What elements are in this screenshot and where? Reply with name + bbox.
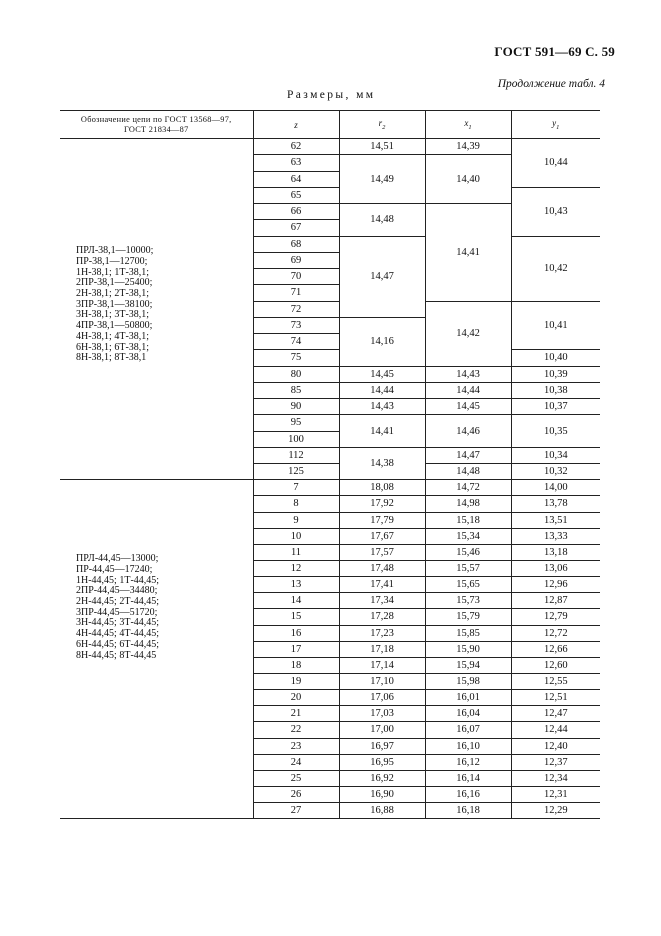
r2-cell: 17,92 (339, 496, 425, 512)
z-cell: 85 (253, 382, 339, 398)
z-cell: 10 (253, 528, 339, 544)
x1-cell: 14,47 (425, 447, 511, 463)
z-cell: 21 (253, 706, 339, 722)
z-cell: 72 (253, 301, 339, 317)
y1-cell: 13,51 (511, 512, 600, 528)
x1-cell: 14,40 (425, 155, 511, 204)
r2-cell: 16,92 (339, 770, 425, 786)
y1-cell: 12,87 (511, 593, 600, 609)
r2-cell: 17,10 (339, 673, 425, 689)
r2-cell: 16,95 (339, 754, 425, 770)
z-cell: 15 (253, 609, 339, 625)
x1-symbol: x (464, 118, 469, 129)
x1-cell: 14,42 (425, 301, 511, 366)
column-header-y1 (511, 111, 600, 139)
x1-cell: 15,98 (425, 673, 511, 689)
y1-cell: 12,79 (511, 609, 600, 625)
r2-cell: 16,97 (339, 738, 425, 754)
r2-cell: 17,79 (339, 512, 425, 528)
r2-cell: 16,90 (339, 786, 425, 802)
y1-cell: 12,72 (511, 625, 600, 641)
x1-cell: 16,12 (425, 754, 511, 770)
y1-cell: 10,34 (511, 447, 600, 463)
z-cell: 80 (253, 366, 339, 382)
chain-dimensions-table (60, 110, 600, 819)
y1-cell: 12,44 (511, 722, 600, 738)
x1-cell: 16,04 (425, 706, 511, 722)
x1-cell: 14,41 (425, 204, 511, 302)
y1-cell: 13,06 (511, 560, 600, 576)
designation-group-38-1 (60, 139, 253, 480)
z-cell: 90 (253, 399, 339, 415)
designation-line: 2Н-44,45; 2Т-44,45; (76, 596, 160, 608)
r2-cell: 17,23 (339, 625, 425, 641)
r2-cell: 14,41 (339, 415, 425, 448)
z-cell: 27 (253, 803, 339, 819)
x1-cell: 14,46 (425, 415, 511, 448)
r2-cell: 14,49 (339, 155, 425, 204)
y1-cell: 13,78 (511, 496, 600, 512)
column-header-x1 (425, 111, 511, 139)
y1-cell: 12,47 (511, 706, 600, 722)
x1-cell: 15,85 (425, 625, 511, 641)
designation-line: ПРЛ-38,1—10000; (76, 245, 154, 257)
z-cell: 25 (253, 770, 339, 786)
x1-cell: 14,43 (425, 366, 511, 382)
designation-line: 1Н-44,45; 1Т-44,45; (76, 574, 160, 586)
y1-cell: 12,96 (511, 577, 600, 593)
z-cell: 20 (253, 690, 339, 706)
r2-cell: 18,08 (339, 480, 425, 496)
x1-cell: 15,18 (425, 512, 511, 528)
designation-line: 1Н-38,1; 1Т-38,1; (76, 266, 150, 278)
y1-cell: 12,37 (511, 754, 600, 770)
y1-cell: 10,35 (511, 415, 600, 448)
z-cell: 17 (253, 641, 339, 657)
y1-cell: 10,40 (511, 350, 600, 366)
x1-cell: 16,07 (425, 722, 511, 738)
x1-cell: 14,72 (425, 480, 511, 496)
designation-line: ПРЛ-44,45—13000; (76, 553, 159, 565)
y1-cell: 10,38 (511, 382, 600, 398)
r2-cell: 14,43 (339, 399, 425, 415)
x1-cell: 14,48 (425, 464, 511, 480)
table-header-row (60, 111, 600, 139)
x1-cell: 15,94 (425, 657, 511, 673)
z-cell: 71 (253, 285, 339, 301)
y1-cell: 10,39 (511, 366, 600, 382)
x1-cell: 16,01 (425, 690, 511, 706)
x1-cell: 14,39 (425, 139, 511, 155)
designation-line: 2ПР-38,1—25400; (76, 277, 153, 289)
r2-cell: 17,28 (339, 609, 425, 625)
x1-cell: 14,45 (425, 399, 511, 415)
x1-cell: 14,44 (425, 382, 511, 398)
z-cell: 70 (253, 269, 339, 285)
table-caption: Размеры, мм (287, 89, 376, 101)
z-cell: 18 (253, 657, 339, 673)
x1-cell: 15,46 (425, 544, 511, 560)
x1-cell: 16,18 (425, 803, 511, 819)
designation-line: 4Н-38,1; 4Т-38,1; (76, 330, 150, 342)
y1-cell: 12,60 (511, 657, 600, 673)
designation-line: 3Н-44,45; 3Т-44,45; (76, 617, 160, 629)
r2-cell: 17,00 (339, 722, 425, 738)
group-44-45-body (60, 480, 600, 819)
z-cell: 16 (253, 625, 339, 641)
z-cell: 62 (253, 139, 339, 155)
y1-cell: 12,55 (511, 673, 600, 689)
z-cell: 64 (253, 171, 339, 187)
x1-cell: 15,57 (425, 560, 511, 576)
designation-line: 6Н-38,1; 6Т-38,1; (76, 341, 150, 353)
designation-header-line-1: Обозначение цепи по ГОСТ 13568—97, (80, 114, 232, 124)
z-cell: 23 (253, 738, 339, 754)
y1-cell: 12,40 (511, 738, 600, 754)
designation-line: 8Н-44,45; 8Т-44,45 (76, 649, 157, 661)
z-cell: 12 (253, 560, 339, 576)
r2-cell: 14,47 (339, 236, 425, 317)
z-cell: 11 (253, 544, 339, 560)
r2-cell: 17,48 (339, 560, 425, 576)
y1-cell: 10,43 (511, 187, 600, 236)
z-cell: 14 (253, 593, 339, 609)
x1-subscript: 1 (468, 123, 472, 131)
z-cell: 63 (253, 155, 339, 171)
r2-cell: 17,03 (339, 706, 425, 722)
z-cell: 112 (253, 447, 339, 463)
page-header: ГОСТ 591—69 С. 59 (494, 44, 615, 59)
z-cell: 125 (253, 464, 339, 480)
x1-cell: 15,73 (425, 593, 511, 609)
z-cell: 67 (253, 220, 339, 236)
designation-line: 2Н-38,1; 2Т-38,1; (76, 288, 150, 300)
table-row (60, 480, 600, 496)
z-cell: 9 (253, 512, 339, 528)
z-cell: 68 (253, 236, 339, 252)
designation-line: ПР-44,45—17240; (76, 563, 153, 575)
column-header-designation (60, 111, 253, 139)
z-cell: 13 (253, 577, 339, 593)
y1-cell: 14,00 (511, 480, 600, 496)
r2-cell: 17,06 (339, 690, 425, 706)
designation-header-line-2: ГОСТ 21834—87 (123, 124, 189, 134)
r2-symbol: r (378, 118, 383, 129)
z-cell: 69 (253, 252, 339, 268)
designation-group-44-45 (60, 480, 253, 819)
designation-line: 4Н-44,45; 4Т-44,45; (76, 628, 160, 640)
designation-line: ПР-38,1—12700; (76, 255, 148, 267)
x1-cell: 14,98 (425, 496, 511, 512)
r2-cell: 17,14 (339, 657, 425, 673)
designation-line: 3ПР-44,45—51720; (76, 606, 158, 618)
y1-cell: 12,66 (511, 641, 600, 657)
x1-cell: 16,16 (425, 786, 511, 802)
z-cell: 7 (253, 480, 339, 496)
y1-cell: 10,42 (511, 236, 600, 301)
designation-line: 2ПР-44,45—34480; (76, 585, 158, 597)
z-cell: 22 (253, 722, 339, 738)
r2-cell: 17,67 (339, 528, 425, 544)
r2-cell: 17,18 (339, 641, 425, 657)
x1-cell: 15,79 (425, 609, 511, 625)
z-cell: 73 (253, 317, 339, 333)
table-continuation-note: Продолжение табл. 4 (497, 78, 605, 90)
r2-cell: 17,41 (339, 577, 425, 593)
designation-line: 3ПР-38,1—38100; (76, 298, 153, 310)
column-header-z: z (253, 111, 339, 139)
r2-subscript: 2 (382, 123, 386, 131)
z-cell: 19 (253, 673, 339, 689)
r2-cell: 17,34 (339, 593, 425, 609)
z-cell: 95 (253, 415, 339, 431)
y1-subscript: 1 (556, 123, 560, 131)
r2-cell: 14,51 (339, 139, 425, 155)
x1-cell: 15,65 (425, 577, 511, 593)
y1-cell: 13,33 (511, 528, 600, 544)
column-header-r2 (339, 111, 425, 139)
r2-cell: 16,88 (339, 803, 425, 819)
z-cell: 8 (253, 496, 339, 512)
y1-symbol: y (552, 118, 557, 129)
z-cell: 74 (253, 334, 339, 350)
x1-cell: 16,14 (425, 770, 511, 786)
y1-cell: 12,29 (511, 803, 600, 819)
designation-line: 6Н-44,45; 6Т-44,45; (76, 638, 160, 650)
x1-cell: 15,34 (425, 528, 511, 544)
r2-cell: 14,38 (339, 447, 425, 480)
designation-line: 8Н-38,1; 8Т-38,1 (76, 352, 147, 364)
designation-line: 3Н-38,1; 3Т-38,1; (76, 309, 150, 321)
y1-cell: 12,31 (511, 786, 600, 802)
z-cell: 65 (253, 187, 339, 203)
y1-cell: 10,32 (511, 464, 600, 480)
r2-cell: 14,45 (339, 366, 425, 382)
designation-line: 4ПР-38,1—50800; (76, 320, 153, 332)
y1-cell: 10,44 (511, 139, 600, 188)
z-cell: 100 (253, 431, 339, 447)
x1-cell: 15,90 (425, 641, 511, 657)
r2-cell: 17,57 (339, 544, 425, 560)
z-cell: 26 (253, 786, 339, 802)
z-cell: 24 (253, 754, 339, 770)
z-cell: 66 (253, 204, 339, 220)
y1-cell: 12,34 (511, 770, 600, 786)
z-cell: 75 (253, 350, 339, 366)
y1-cell: 10,41 (511, 301, 600, 350)
r2-cell: 14,44 (339, 382, 425, 398)
y1-cell: 12,51 (511, 690, 600, 706)
r2-cell: 14,16 (339, 317, 425, 366)
y1-cell: 13,18 (511, 544, 600, 560)
r2-cell: 14,48 (339, 204, 425, 237)
y1-cell: 10,37 (511, 399, 600, 415)
x1-cell: 16,10 (425, 738, 511, 754)
